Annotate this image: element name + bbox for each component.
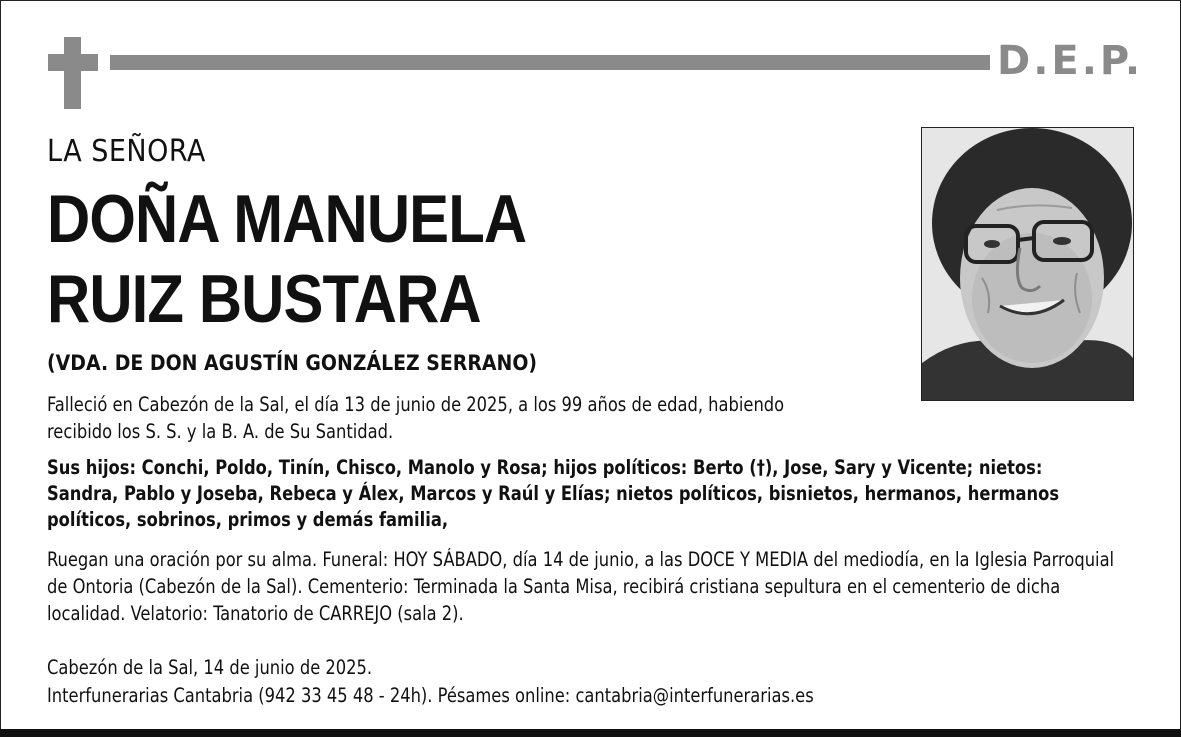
death-announcement: Falleció en Cabezón de la Sal, el día 13 de junio de 2025, a los 99 años de edad, habiendo recibido los S. S. y la B. A. de Su Santidad. <box>47 393 785 443</box>
funeral-details: Ruegan una oración por su alma. Funeral: HOY SÁBADO, día 14 de junio, a las DOCE Y MEDIA del mediodía, en la Iglesia Parroquial de Ontoria (Cabezón de la Sal). Cementerio: Terminada la Santa Misa, recibirá cristiana sepultura en el cementerio de dicha localidad. Velatorio: Tanatorio de CARREJO (sala 2). <box>47 548 1115 625</box>
bottom-rule <box>0 729 1181 737</box>
funeral-home-contact: Interfunerarias Cantabria (942 33 45 48 - 24h). Pésames online: cantabria@interfunerarias.es <box>47 684 814 707</box>
deceased-name-line1: DOÑA MANUELA <box>47 181 527 257</box>
honorific: LA SEÑORA <box>47 134 206 169</box>
widow-of: (VDA. DE DON AGUSTÍN GONZÁLEZ SERRANO) <box>47 351 538 375</box>
dep-label: D.E.P. <box>997 38 1144 84</box>
cross-icon-bar <box>48 54 98 71</box>
deceased-name-line2: RUIZ BUSTARA <box>47 261 481 337</box>
family-list: Sus hijos: Conchi, Poldo, Tinín, Chisco, Manolo y Rosa; hijos políticos: Berto (†), Jose, Sary y Vicente; nietos: Sandra, Pablo y Joseba, Rebeca y Álex, Marcos y Raúl y Elías; nietos políticos, bisnietos, hermanos, hermanos políticos, sobrinos, primos y demás familia, <box>47 456 1060 531</box>
portrait-photo <box>921 127 1134 401</box>
portrait-image <box>922 128 1133 400</box>
cross-icon <box>64 37 81 109</box>
header-rule <box>110 55 990 70</box>
place-date: Cabezón de la Sal, 14 de junio de 2025. <box>47 656 373 679</box>
